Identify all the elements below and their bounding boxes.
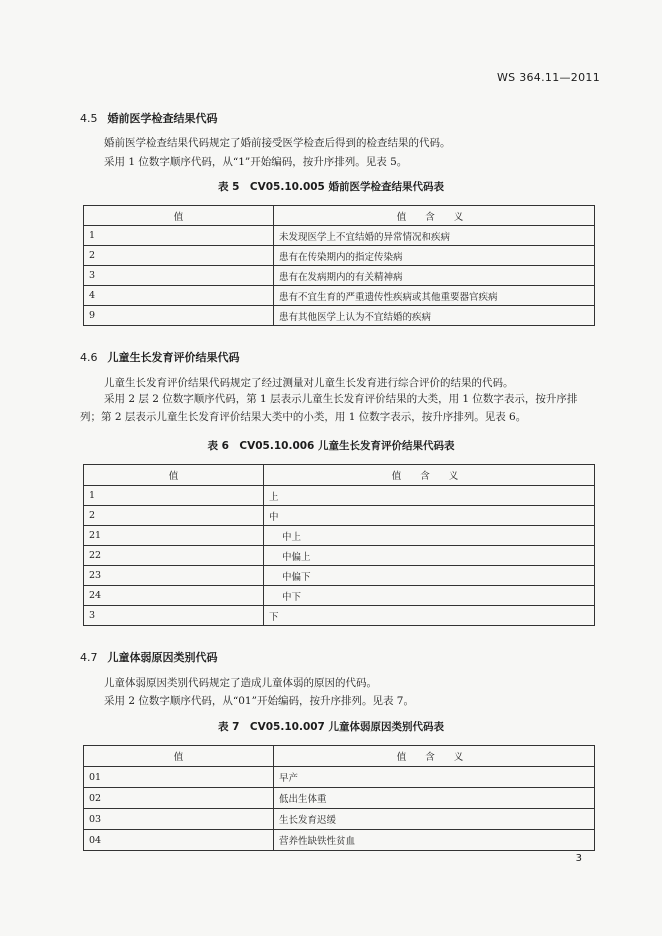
section-number: 4.5 [80, 112, 98, 125]
section-title: 儿童生长发育评价结果代码 [107, 351, 240, 364]
table-row [84, 226, 595, 246]
table-row [84, 506, 595, 526]
table-row [84, 788, 595, 809]
table-row [84, 767, 595, 788]
page-number: 3 [575, 853, 582, 864]
code-value: 01 [84, 767, 274, 788]
code-meaning: 未发现医学上不宜结婚的异常情况和疾病 [274, 226, 595, 246]
code-value: 3 [84, 266, 274, 286]
table-row [84, 486, 595, 506]
standard-header: WS 364.11—2011 [496, 71, 600, 84]
code-value: 1 [84, 226, 274, 246]
code-meaning: 中下 [264, 586, 595, 606]
table-row [84, 830, 595, 851]
code-value: 24 [84, 586, 264, 606]
table-caption: 表 6 CV05.10.006 儿童生长发育评价结果代码表 [207, 440, 455, 452]
table-header-row [84, 465, 595, 486]
code-meaning: 患有在发病期内的有关精神病 [274, 266, 595, 286]
table-row [84, 286, 595, 306]
table-header-row [84, 206, 595, 226]
code-meaning: 生长发育迟缓 [274, 809, 595, 830]
table-row [84, 809, 595, 830]
code-value: 9 [84, 306, 274, 326]
code-value: 04 [84, 830, 274, 851]
code-meaning: 患有其他医学上认为不宜结婚的疾病 [274, 306, 595, 326]
code-value: 2 [84, 506, 264, 526]
code-table-5 [83, 205, 595, 326]
section-heading [80, 110, 218, 126]
code-table-6 [83, 464, 595, 626]
table-row [84, 546, 595, 566]
paragraph: 采用 1 位数字顺序代码，从“1”开始编码，按升序排列。见表 5。 [104, 156, 408, 168]
code-meaning: 中上 [264, 526, 595, 546]
code-value: 2 [84, 246, 274, 266]
paragraph: 儿童生长发育评价结果代码规定了经过测量对儿童生长发育进行综合评价的结果的代码。 [104, 377, 514, 389]
table-row [84, 266, 595, 286]
table-caption: 表 7 CV05.10.007 儿童体弱原因类别代码表 [217, 721, 445, 733]
table-row [84, 526, 595, 546]
code-value: 3 [84, 606, 264, 626]
section-heading [80, 649, 218, 665]
code-value: 21 [84, 526, 264, 546]
code-value: 03 [84, 809, 274, 830]
code-meaning: 患有不宜生育的严重遗传性疾病或其他重要器官疾病 [274, 286, 595, 306]
table-row [84, 606, 595, 626]
column-header-meaning: 值 含 义 [274, 206, 595, 226]
table-header-row [84, 746, 595, 767]
column-header-value: 值 [84, 746, 274, 767]
code-meaning: 患有在传染期内的指定传染病 [274, 246, 595, 266]
section-title: 儿童体弱原因类别代码 [107, 651, 218, 664]
code-value: 22 [84, 546, 264, 566]
section-heading [80, 349, 240, 365]
table-row [84, 306, 595, 326]
section-number: 4.6 [80, 351, 98, 364]
table-row [84, 246, 595, 266]
code-meaning: 上 [264, 486, 595, 506]
code-value: 1 [84, 486, 264, 506]
section-title: 婚前医学检查结果代码 [107, 112, 218, 125]
column-header-meaning: 值 含 义 [264, 465, 595, 486]
code-value: 4 [84, 286, 274, 306]
section-number: 4.7 [80, 651, 98, 664]
code-meaning: 下 [264, 606, 595, 626]
paragraph: 婚前医学检查结果代码规定了婚前接受医学检查后得到的检查结果的代码。 [104, 137, 451, 149]
code-meaning: 低出生体重 [274, 788, 595, 809]
paragraph: 采用 2 层 2 位数字顺序代码，第 1 层表示儿童生长发育评价结果的大类，用 1 位数字表示，按升序排列；第 2 层表示儿童生长发育评价结果大类中的小类，用 1 位数字表示，按升序排列。见表 6。 [80, 393, 578, 423]
code-meaning: 中 [264, 506, 595, 526]
column-header-meaning: 值 含 义 [274, 746, 595, 767]
paragraph: 采用 2 位数字顺序代码，从“01”开始编码，按升序排列。见表 7。 [104, 695, 414, 707]
table-row [84, 586, 595, 606]
column-header-value: 值 [84, 206, 274, 226]
code-meaning: 中偏上 [264, 546, 595, 566]
code-value: 23 [84, 566, 264, 586]
code-table-7 [83, 745, 595, 851]
table-row [84, 566, 595, 586]
table-caption: 表 5 CV05.10.005 婚前医学检查结果代码表 [217, 181, 445, 193]
code-value: 02 [84, 788, 274, 809]
column-header-value: 值 [84, 465, 264, 486]
paragraph: 儿童体弱原因类别代码规定了造成儿童体弱的原因的代码。 [104, 677, 377, 689]
code-meaning: 早产 [274, 767, 595, 788]
code-meaning: 营养性缺铁性贫血 [274, 830, 595, 851]
code-meaning: 中偏下 [264, 566, 595, 586]
